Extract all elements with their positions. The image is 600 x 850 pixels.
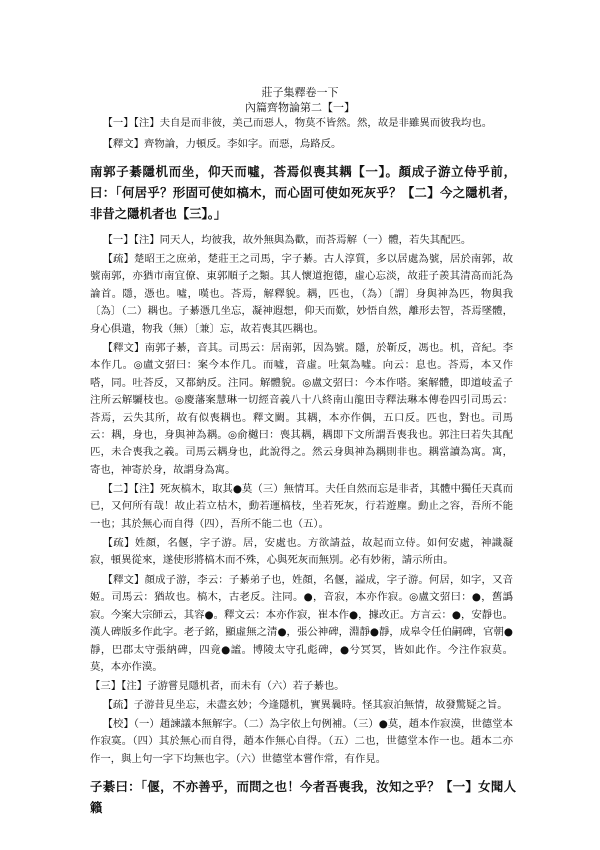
annotation-note-2: 【一】【注】同天人，均彼我，故外無與為歡，而荅焉解（一）體，若失其配匹。: [102, 234, 472, 246]
main-text-paragraph-2: 子綦曰：「偃，不亦善乎，而問之也！今者吾喪我，汝知之乎？【一】女聞人籟: [90, 779, 516, 815]
annotation-note-3: 【二】【注】死灰槁木，取其●莫（三）無情耳。夫任自然而忘是非者，其體中獨任天真而已，又何所有哉！故止若立枯木，動若運槁枝，坐若死灰，行若遊塵。動止之容，吾所不能一也；其於無心而自得（四），吾所不能二也（五）。: [90, 483, 513, 530]
main-text-paragraph-1: 南郭子綦隱机而坐，仰天而噓，荅焉似喪其耦【一】。顏成子游立侍乎前，曰：「何居乎？形固可使如槁木，而心固可使如死灰乎？【二】今之隱机者，非昔之隱机者也【三】。」: [90, 164, 516, 221]
annotation-shu-3: 【疏】姓顏，名偃，字子游。居，安處也。方欲請益，故起而立侍。如何安處，神識凝寂，頓異從來，遂使形將槁木而不殊，心與死灰而無別。必有妙術，請示所由。: [90, 537, 513, 567]
annotation-shu-2: 【疏】楚昭王之庶弟，楚莊王之司馬，字子綦。古人淳質，多以居處為號，居於南郭，故號南郭，亦猶市南宜僚、東郭順子之類。其人懷道抱德，虛心忘淡，故莊子羨其清高而託為論首。隱，憑也。噓，嘆也。荅焉，解釋貌。耦，匹也，（為）〔謂〕身與神為匹，物與我〔為〕（二）耦也。子綦憑几坐忘，凝神遐想，仰天而歎，妙悟自然，離形去智，荅焉墜體，身心俱遣，物我（無）〔兼〕忘，故若喪其匹耦也。: [90, 253, 513, 335]
annotation-shiwen-3: 【釋文】顏成子游，李云：子綦弟子也，姓顏，名偃，謚成，字子游。何居，如字，又音姬。司馬云：猶故也。槁木，古老反。注同。●，音寂，本亦作寂。◎盧文弨曰：●，舊譌寂。今案大宗師云，其容●。釋文云：本亦作寂，崔本作●，據改正。方言云：●，安靜也。漢人碑版多作此字。老子銘，顯虛無之清●，張公神碑，淵靜●靜，成皋令任伯嗣碑，官朝●靜，巴郡太守張納碑，四竟●謐。博陵太守孔彪碑，●兮冥冥，皆如此作。今注作寂莫。莫，本亦作漠。: [90, 574, 513, 674]
chapter-title: 內篇齊物論第二【一】: [245, 101, 355, 114]
annotation-note-4: 【三】【注】子游嘗見隱机者，而未有（六）若子綦也。: [90, 680, 345, 692]
annotation-shiwen-1: 【釋文】齊物論，力頓反。李如字。而惡，烏路反。: [102, 138, 342, 150]
annotation-shiwen-2: 【釋文】南郭子綦，音其。司馬云：居南郭，因為號。隱，於靳反，馮也。机，音紀。李本作几。◎盧文弨曰：案今本作几。而噓，音虛。吐氣為噓。向云：息也。荅焉，本又作嗒，同。吐荅反，又都納反。注同。解體貌。◎盧文弨曰：今本作嗒。案解體，即道岐孟子注所云解驪枝也。◎慶藩案慧琳一切經音義八十八終南山龍田寺釋法琳本傳卷四引司馬云：荅焉，云失其所，故有似喪耦也。釋文闕。其耦，本亦作偶，五口反。匹也，對也。司馬云：耦，身也，身與神為耦。◎俞樾曰：喪其耦，耦即下文所謂吾喪我也。郭注曰若失其配匹，未合喪我之義。司馬云耦身也，此說得之。然云身與神為耦則非也。耦當讀為寓。寓，寄也，神寄於身，故謂身為寓。: [90, 342, 513, 476]
annotation-collation: 【校】（一）趙諫議本無解字。（二）為字依上句例補。（三）●莫，趙本作寂漠，世德堂本作寂寞。（四）其於無心而自得，趙本作無心自得。（五）二也，世德堂本作一也。趙本二亦作一，與上句一字下均無也字。（六）世德堂本嘗作常，有作見。: [90, 718, 513, 765]
annotation-note-1: 【一】【注】夫自是而非彼，美己而惡人，物莫不皆然。然，故是非雖異而彼我均也。: [102, 117, 493, 129]
book-title: 莊子集釋卷一下: [261, 86, 339, 99]
annotation-shu-4: 【疏】子游昔見坐忘，未盡玄妙；今逢隱机，實異曩時。怪其寂泊無情，故發驚疑之旨。: [102, 699, 508, 711]
